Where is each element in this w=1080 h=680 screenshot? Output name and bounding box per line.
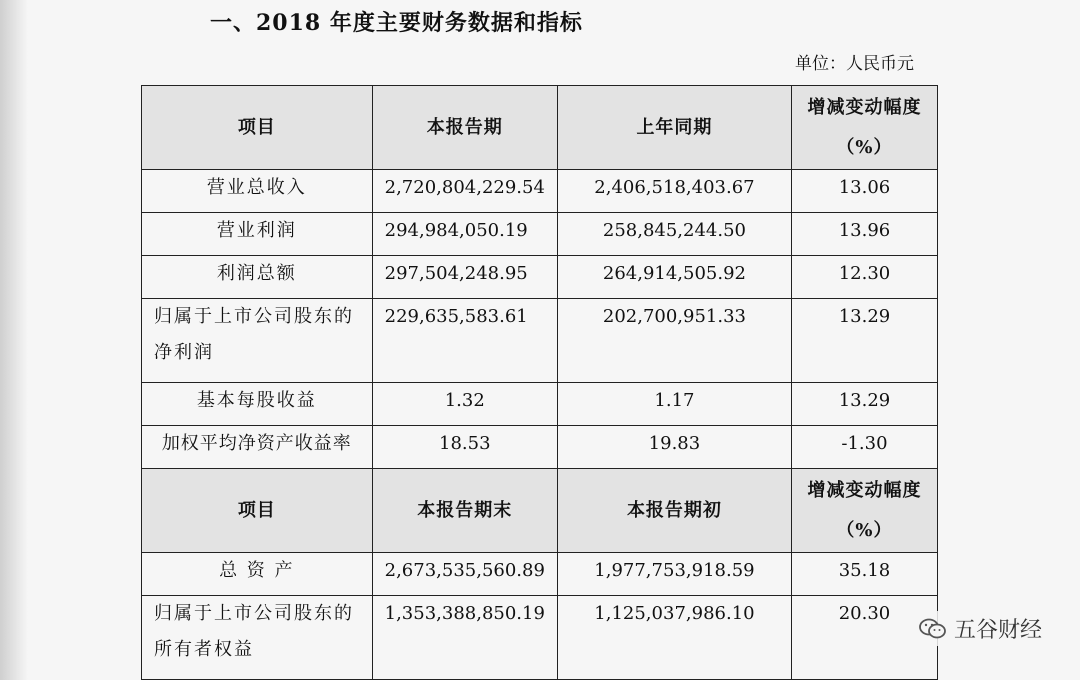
row-change: 35.18 xyxy=(791,553,937,596)
row-item: 利润总额 xyxy=(142,256,373,299)
page-shadow xyxy=(0,0,28,680)
row-current: 1,353,388,850.19 xyxy=(372,596,557,680)
row-current: 2,720,804,229.54 xyxy=(372,170,557,213)
row-item: 营业利润 xyxy=(142,213,373,256)
table-row xyxy=(142,299,938,383)
row-current: 2,673,535,560.89 xyxy=(372,553,557,596)
header-change-unit: （%） xyxy=(836,519,893,541)
table-row xyxy=(142,256,938,299)
table-header-row xyxy=(142,86,938,170)
row-item: 营业总收入 xyxy=(142,170,373,213)
row-previous: 19.83 xyxy=(557,426,791,469)
row-change: 20.30 xyxy=(791,596,937,680)
row-previous: 264,914,505.92 xyxy=(557,256,791,299)
wechat-icon xyxy=(918,617,948,641)
header-current: 本报告期 xyxy=(372,86,557,170)
header-change-label: 增减变动幅度 xyxy=(807,96,922,118)
table-row xyxy=(142,426,938,469)
row-change: -1.30 xyxy=(791,426,937,469)
header-change xyxy=(791,86,937,170)
row-previous: 1,977,753,918.59 xyxy=(557,553,791,596)
row-current: 294,984,050.19 xyxy=(372,213,557,256)
row-current: 1.32 xyxy=(372,383,557,426)
header-item: 项目 xyxy=(142,469,373,553)
row-previous: 1,125,037,986.10 xyxy=(557,596,791,680)
row-change: 13.06 xyxy=(791,170,937,213)
row-change: 13.96 xyxy=(791,213,937,256)
table-row xyxy=(142,213,938,256)
header-previous: 上年同期 xyxy=(557,86,791,170)
header-change-label: 增减变动幅度 xyxy=(807,479,922,501)
row-previous: 2,406,518,403.67 xyxy=(557,170,791,213)
row-item: 基本每股收益 xyxy=(142,383,373,426)
row-previous: 1.17 xyxy=(557,383,791,426)
row-change: 13.29 xyxy=(791,299,937,383)
header-change xyxy=(791,469,937,553)
header-period-start: 本报告期初 xyxy=(557,469,791,553)
header-item: 项目 xyxy=(142,86,373,170)
row-item: 归属于上市公司股东的净利润 xyxy=(142,299,373,383)
row-previous: 258,845,244.50 xyxy=(557,213,791,256)
row-item: 归属于上市公司股东的所有者权益 xyxy=(142,596,373,680)
table-row xyxy=(142,596,938,680)
page-title: 一、2018 年度主要财务数据和指标 xyxy=(210,10,583,36)
table-header-row xyxy=(142,469,938,553)
table-row xyxy=(142,170,938,213)
financial-table xyxy=(141,85,938,680)
row-current: 18.53 xyxy=(372,426,557,469)
row-item: 总 资 产 xyxy=(142,553,373,596)
row-current: 297,504,248.95 xyxy=(372,256,557,299)
watermark-text: 五谷财经 xyxy=(953,618,1042,643)
row-current: 229,635,583.61 xyxy=(372,299,557,383)
row-change: 12.30 xyxy=(791,256,937,299)
row-change: 13.29 xyxy=(791,383,937,426)
watermark xyxy=(914,611,1046,646)
table-row xyxy=(142,383,938,426)
header-change-unit: （%） xyxy=(836,136,893,158)
row-item: 加权平均净资产收益率 xyxy=(142,426,373,469)
header-period-end: 本报告期末 xyxy=(372,469,557,553)
row-previous: 202,700,951.33 xyxy=(557,299,791,383)
table-row xyxy=(142,553,938,596)
unit-label: 单位：人民币元 xyxy=(795,54,914,74)
